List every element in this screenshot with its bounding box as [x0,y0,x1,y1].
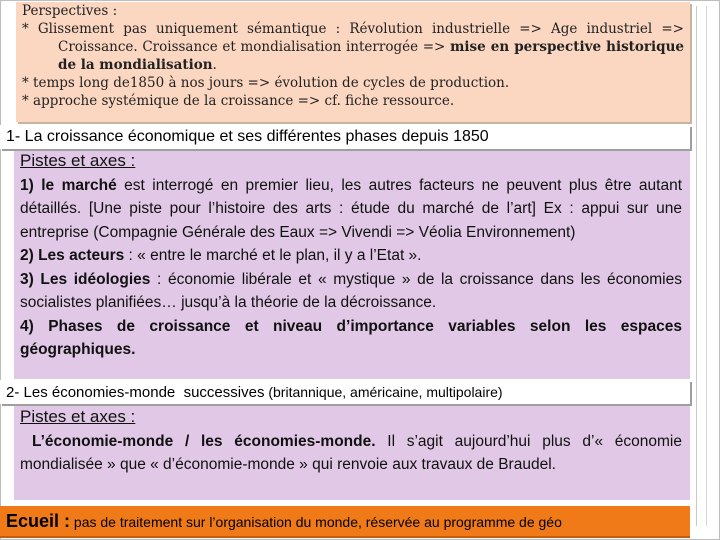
section-1-content [14,147,690,379]
section-1-banner: 1- La croissance économique et ses différentes phases depuis 1850 [0,125,690,149]
ecueil-bar [0,506,690,538]
section-1-point-3 [20,268,682,315]
section-2-content [14,404,690,500]
section-2-subtitle: (britannique, américaine, multipolaire) [264,384,503,400]
ecueil-text: pas de traitement sur l’organisation du monde, réservée au programme de géo [70,514,562,530]
perspectives-item-1-cont: Croissance. Croissance et mondialisation interrogée => [58,39,446,55]
section-2-point-text: Il s’agit aujourd’hui plus d’« économie mondialisée » que « d’économie-monde » qui renvoie aux travaux de Braudel. [20,432,682,473]
perspectives-item-1 [16,20,690,38]
perspectives-item-1-end: . [212,57,217,73]
perspectives-item-1-bold: mise en perspective historique de la mondialisation [58,39,684,73]
section-2-title: 2- Les économies-monde successives [6,384,265,401]
perspectives-item-1-text: * Glissement pas uniquement sémantique : Révolution industrielle => Age industriel => [22,21,684,37]
perspectives-item-1-continued [16,38,690,74]
point-3-text: : économie libérale et « mystique » de la croissance dans les économies socialistes planifiées… jusqu’à la théorie de la décroissance. [20,270,682,311]
ecueil-label: Ecueil : [6,511,71,531]
point-2-text: : « entre le marché et le plan, il y a l’Etat ». [124,247,422,264]
decorative-line [696,6,697,526]
section-1-point-1 [20,174,682,245]
point-3-label: 3) Les idéologies [20,270,151,288]
point-1-text: est interrogé en premier lieu, les autres facteurs ne peuvent plus être autant détaillés. [Une piste pour l’histoire des arts : étude du marché de l’art] Ex : appui sur une entreprise (Compagnie Générale des Eaux => Vivendi => Véolia Environnement) [20,176,683,241]
section-2-point-1 [20,430,682,477]
section-1-point-2 [20,244,682,268]
section-1-heading: Pistes et axes : [20,151,136,170]
perspectives-item-2: * temps long de1850 à nos jours => évolution de cycles de production. [22,75,510,91]
perspectives-title: Perspectives : [22,3,118,19]
decorative-line [706,6,707,526]
section-2-heading: Pistes et axes : [20,407,136,426]
point-1-label: 1) le marché [20,176,117,194]
section-2-point-label: L’économie-monde / les économies-monde. [32,432,376,450]
section-2-banner [0,380,690,404]
point-4-text: 4) Phases de croissance et niveau d’importance variables selon les espaces géographiques. [20,317,682,358]
section-1-point-4 [20,315,682,362]
perspectives-item-3: * approche systémique de la croissance => cf. fiche ressource. [22,93,455,109]
perspectives-box [16,2,690,122]
point-2-label: 2) Les acteurs [20,247,125,264]
